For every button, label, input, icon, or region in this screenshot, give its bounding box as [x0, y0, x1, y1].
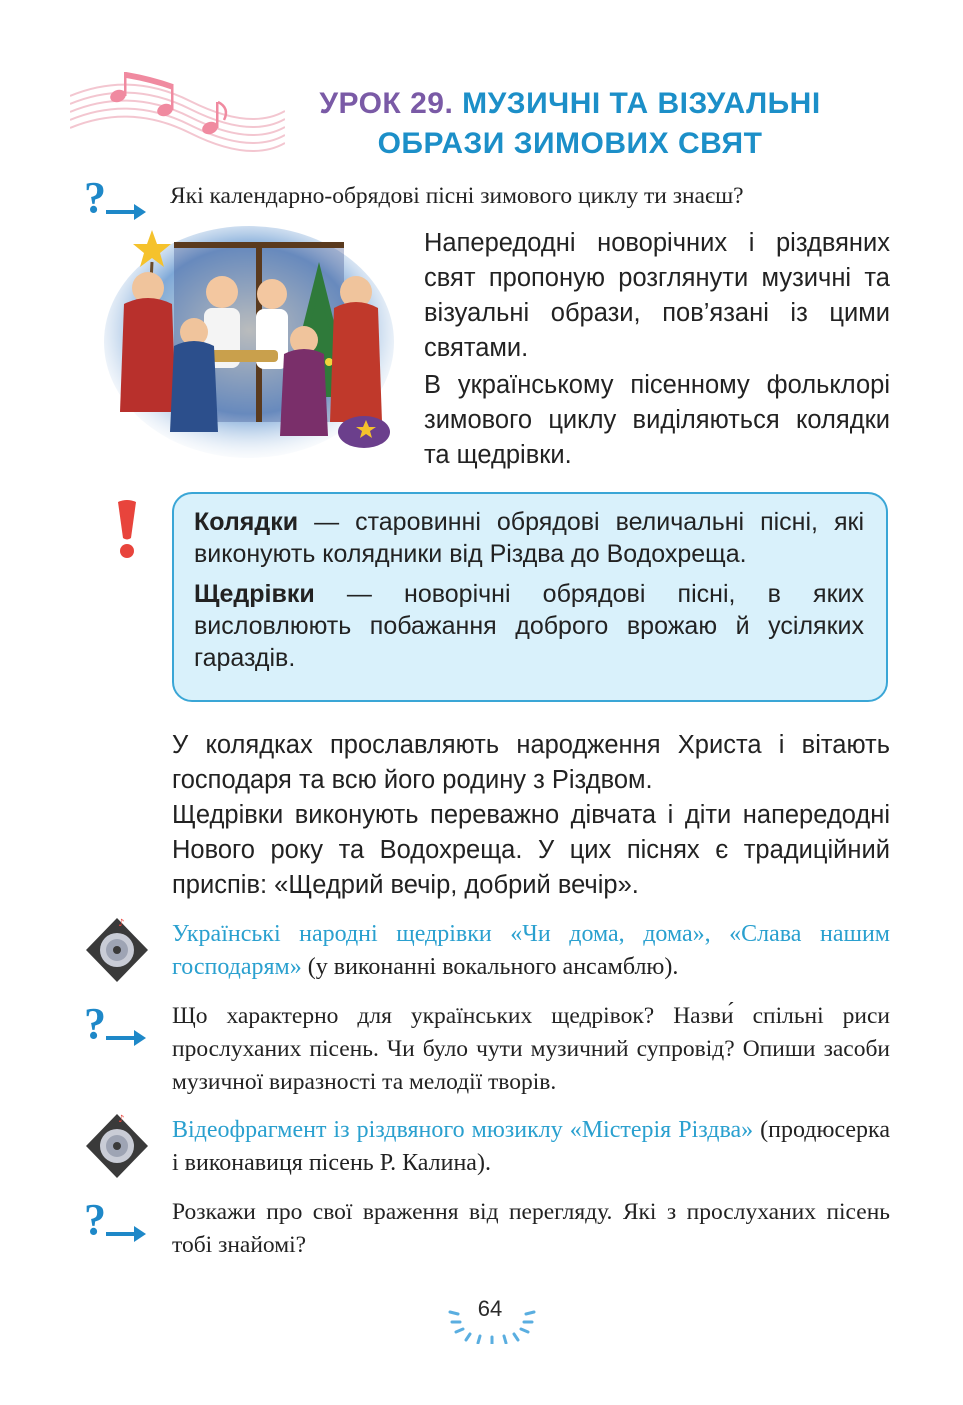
definition-text: — старовинні обрядові величальні пісні, які виконують колядники від Різдва до Водохреща. [194, 508, 864, 568]
body-paragraph-1: У колядках прославляють народження Христа і вітають господаря та всю його родину з Різдвом. [172, 731, 890, 794]
question-arrow-icon [84, 1196, 148, 1242]
disc-icon [84, 1110, 150, 1180]
intro-paragraph-2: В українському пісенному фольклорі зимового циклу виділяються колядки та щедрівки. [424, 371, 890, 469]
listening-1 [172, 918, 890, 984]
listening-1-note: (у виконанні вокального ансамблю). [301, 954, 679, 980]
question-1: Які календарно-обрядові пісні зимового циклу ти знаєш? [170, 183, 744, 209]
listening-2-note: (продюсерка і виконавиця пісень Р. Калина). [172, 1117, 890, 1176]
carolers-illustration [104, 222, 394, 458]
question-arrow-icon [84, 174, 148, 220]
exclamation-icon [112, 498, 142, 560]
definition-term: Колядки [194, 508, 299, 536]
definition-koliadky [194, 506, 864, 570]
listening-2-title: Відеофрагмент із різдвяного мюзиклу «Містерія Різдва» [172, 1117, 754, 1143]
svg-text:?: ? [84, 1196, 106, 1242]
definition-shchedrivky [194, 578, 864, 674]
svg-text:?: ? [84, 174, 106, 220]
definition-box [172, 492, 888, 702]
definition-term: Щедрівки [194, 580, 315, 608]
title-line2: ОБРАЗИ ЗИМОВИХ СВЯТ [377, 127, 763, 160]
listening-2 [172, 1114, 890, 1180]
lesson-number: УРОК 29. [319, 87, 454, 120]
lesson-title [240, 84, 900, 164]
disc-icon [84, 914, 150, 984]
title-line1: МУЗИЧНІ ТА ВІЗУАЛЬНІ [462, 87, 821, 120]
listening-1-title: Українські народні щедрівки «Чи дома, дома», «Слава нашим господарям» [172, 921, 890, 980]
question-3: Розкажи про свої враження від перегляду. Які з прослуханих пісень тобі знайомі? [172, 1199, 890, 1258]
body-paragraph-2: Щедрівки виконують переважно дівчата і діти напередодні Нового року та Водохреща. У цих піснях є традиційний приспів: «Щедрий вечір, добрий вечір». [172, 801, 890, 899]
definition-text: — новорічні обрядові пісні, в яких висловлюють побажання доброго врожаю й усіляких гараздів. [194, 580, 864, 672]
question-2: Що характерно для українських щедрівок? Назви́ спільні риси прослуханих пісень. Чи було чути музичний супровід? Опиши засоби музичної виразності та мелодії творів. [172, 1003, 890, 1095]
page-number: 64 [477, 1296, 503, 1321]
intro-paragraph-1: Напередодні новорічних і різдвяних свят пропоную розглянути музичні та візуальні образи, пов’язані із цими святами. [424, 229, 890, 362]
svg-text:♪: ♪ [118, 1114, 125, 1125]
svg-text:?: ? [84, 1000, 106, 1046]
svg-text:♪: ♪ [118, 918, 125, 929]
question-arrow-icon [84, 1000, 148, 1046]
